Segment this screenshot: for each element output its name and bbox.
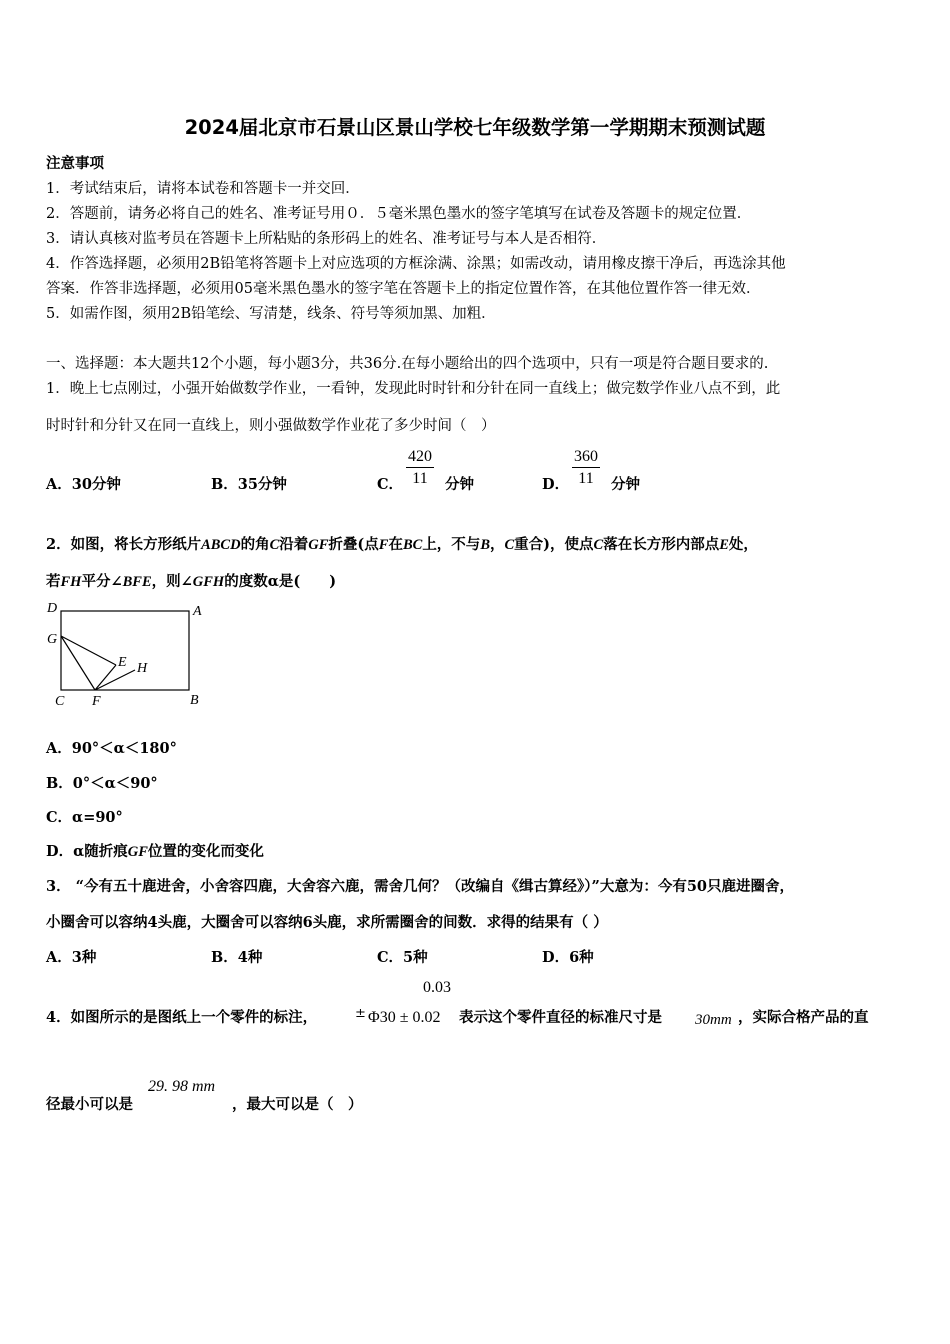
label-d: D <box>47 601 58 616</box>
q3-stem-line2: 小圈舍可以容纳4头鹿，大圈舍可以容纳6头鹿，求所需圈舍的间数．求得的结果有（ ） <box>46 914 608 931</box>
q4-plus-minus: ± <box>355 1006 366 1021</box>
label-h: H <box>137 661 148 676</box>
segment-ge <box>61 636 116 665</box>
q4-tolerance-superscript: 0.03 <box>423 979 451 996</box>
q4-minimum-size: 29. 98 mm <box>148 1078 216 1095</box>
q4-stem-line1-a: 4．如图所示的是图纸上一个零件的标注， <box>46 1009 318 1026</box>
note-item: 5．如需作图，须用2B铅笔绘、写清楚，线条、符号等须加黑、加粗． <box>46 306 496 322</box>
note-item: 4．作答选择题，必须用2B铅笔将答题卡上对应选项的方框涂满、涂黑；如需改动，请用橡皮擦干净后，再选涂其他 <box>46 256 786 272</box>
q2-option-a: A．90°＜α＜180° <box>46 740 177 757</box>
q2-option-d: D．α随折痕GF位置的变化而变化 <box>46 843 264 860</box>
label-g: G <box>47 632 58 647</box>
fold-line-gf <box>61 636 95 690</box>
label-c: C <box>55 694 65 709</box>
note-item: 答案．作答非选择题，必须用05毫米黑色墨水的签字笔在答题卡上的指定位置作答，在其他位置作答一律无效． <box>46 281 761 297</box>
fraction-numerator: 360 <box>572 447 600 468</box>
label-f: F <box>92 694 101 709</box>
fraction-numerator: 420 <box>406 447 434 468</box>
q2-option-b: B．0°＜α＜90° <box>46 775 158 792</box>
fraction-denominator: 11 <box>412 470 428 487</box>
notes-heading: 注意事项 <box>46 155 104 172</box>
q4-dimension-phi: Φ30 ± 0.02 <box>368 1009 441 1026</box>
q4-stem-line2-a: 径最小可以是 <box>46 1096 133 1113</box>
q3-option-d: D．6种 <box>542 949 594 966</box>
q2-stem-line2: 若FH平分∠BFE，则∠GFH的度数α是( ) <box>46 573 337 590</box>
q4-stem-line1-b: 表示这个零件直径的标准尺寸是 <box>459 1009 662 1026</box>
q1-option-d-fraction <box>572 447 600 490</box>
q1-option-a: A．30分钟 <box>46 476 121 493</box>
note-item: 1．考试结束后，请将本试卷和答题卡一并交回． <box>46 181 360 197</box>
q4-standard-size: 30mm <box>695 1012 732 1028</box>
q4-stem-line1-c: ，实际合格产品的直 <box>738 1009 869 1026</box>
note-item: 2．答题前，请务必将自己的姓名、准考证号用０．５毫米黑色墨水的签字笔填写在试卷及答题卡的规定位置． <box>46 206 752 222</box>
section-heading: 一、选择题：本大题共12个小题，每小题3分，共36分.在每小题给出的四个选项中，只有一项是符合题目要求的. <box>46 356 769 372</box>
q1-option-b: B．35分钟 <box>211 476 287 493</box>
q2-option-c: C．α=90° <box>46 809 123 826</box>
q3-option-a: A．3种 <box>46 949 97 966</box>
segment-fh <box>95 670 135 690</box>
rectangle-abcd <box>61 611 189 690</box>
segment-fe <box>95 665 116 690</box>
q1-option-d-label: D． <box>542 476 570 493</box>
label-a: A <box>193 604 202 619</box>
q1-stem-line2: 时时针和分针又在同一直线上，则小强做数学作业花了多少时间（ ） <box>46 418 496 434</box>
q1-option-d-unit: 分钟 <box>611 476 640 493</box>
q3-option-b: B．4种 <box>211 949 263 966</box>
q3-stem-line1: 3． “今有五十鹿进舍，小舍容四鹿，大舍容六鹿，需舍几何？（改编自《缉古算经》）”大意为：今有50只鹿进圈舍， <box>46 878 794 895</box>
fraction-denominator: 11 <box>578 470 594 487</box>
label-b: B <box>190 693 199 708</box>
note-item: 3．请认真核对监考员在答题卡上所粘贴的条形码上的姓名、准考证号与本人是否相符． <box>46 231 607 247</box>
q1-option-c-label: C． <box>377 476 404 493</box>
q2-stem-line1: 2．如图，将长方形纸片ABCD的角C沿着GF折叠(点F在BC上，不与B，C重合)，使点C落在长方形内部点E处， <box>46 536 758 553</box>
q1-option-c-fraction <box>406 447 434 490</box>
q1-stem-line1: 1．晚上七点刚过，小强开始做数学作业，一看钟，发现此时时针和分针在同一直线上；做完数学作业八点不到，此 <box>46 381 781 397</box>
page-title: 2024届北京市石景山区景山学校七年级数学第一学期期末预测试题 <box>184 116 766 139</box>
q1-option-c-unit: 分钟 <box>445 476 474 493</box>
q2-figure <box>42 598 212 710</box>
q3-option-c: C．5种 <box>377 949 428 966</box>
q4-stem-line2-b: ，最大可以是（ ） <box>232 1096 363 1113</box>
label-e: E <box>118 655 127 670</box>
